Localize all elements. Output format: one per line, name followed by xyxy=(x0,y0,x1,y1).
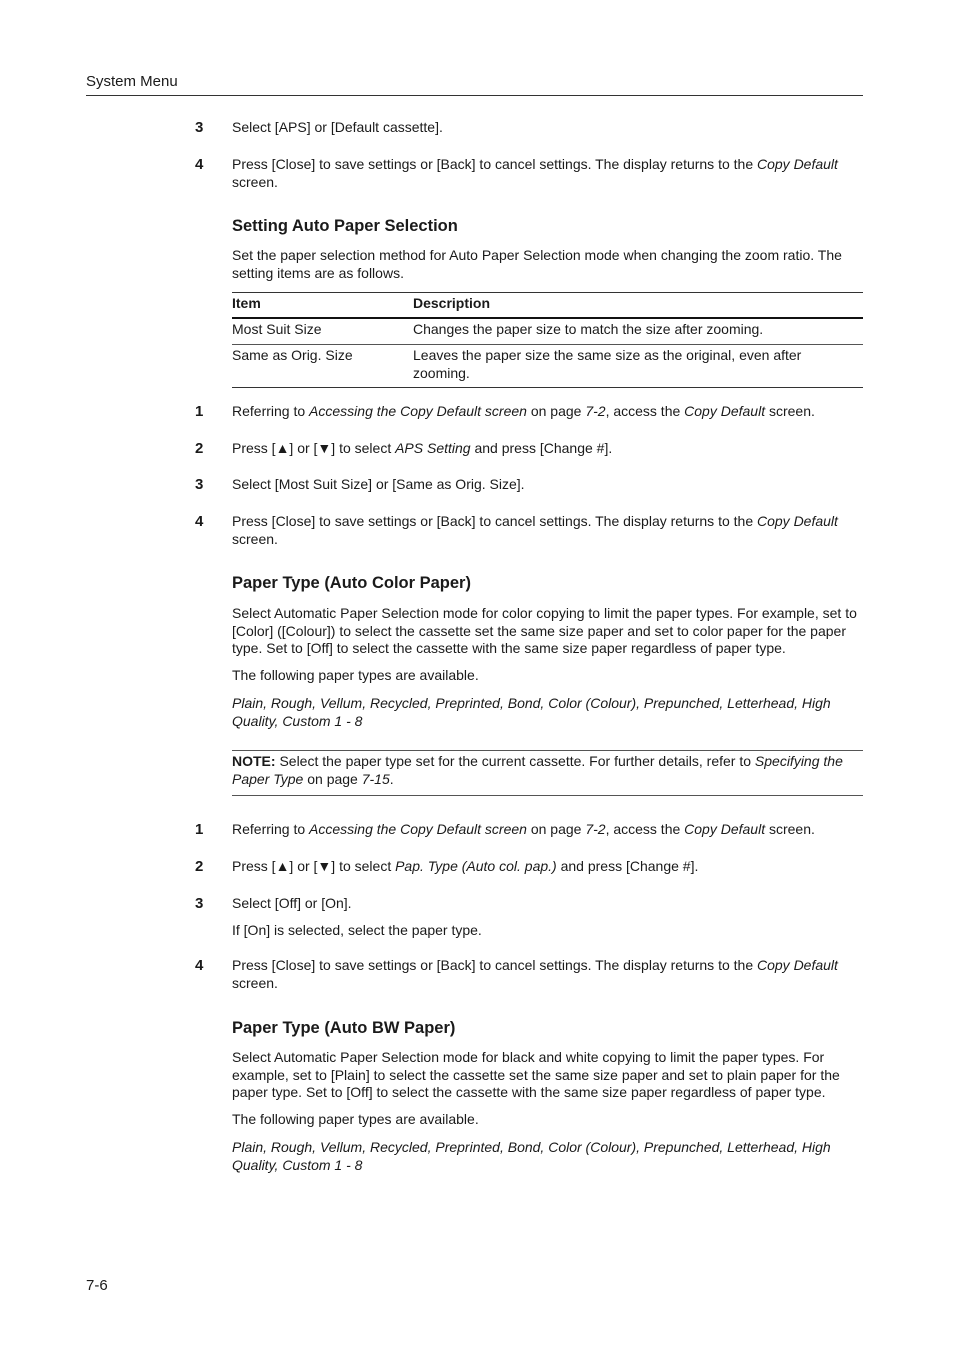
header-rule xyxy=(86,95,863,96)
section-intro: Select Automatic Paper Selection mode for color copying to limit the paper types. For example, set to [Color] ([Colour]) to select the cassette set the same size paper and set to color paper for the paper type. Set to [Off] to select the cassette with the same size paper regardless of paper type. xyxy=(232,605,857,656)
step-text: Press [Close] to save settings or [Back] to cancel settings. The display returns to the Copy Default screen. xyxy=(232,957,838,991)
running-header: System Menu xyxy=(86,73,178,90)
note-box: NOTE: Select the paper type set for the current cassette. For further details, refer to Specifying the Paper Type on page 7-15. xyxy=(232,753,843,787)
table-row-rule xyxy=(232,344,863,345)
step-number: 3 xyxy=(195,476,204,493)
step-text: Press [▲] or [▼] to select Pap. Type (Auto col. pap.) and press [Change #]. xyxy=(232,858,699,874)
step-text: Press [▲] or [▼] to select APS Setting and press [Change #]. xyxy=(232,440,613,456)
table-cell-description: Changes the paper size to match the size after zooming. xyxy=(413,321,764,337)
step-text: Press [Close] to save settings or [Back] to cancel settings. The display returns to the Copy Default screen. xyxy=(232,156,838,190)
note-top-rule xyxy=(232,750,863,751)
step-text: Select [Most Suit Size] or [Same as Orig. Size]. xyxy=(232,476,525,492)
step-number: 4 xyxy=(195,156,204,173)
step-number: 4 xyxy=(195,957,204,974)
step-number: 4 xyxy=(195,513,204,530)
paper-types-list: Plain, Rough, Vellum, Recycled, Preprinted, Bond, Color (Colour), Prepunched, Letterhead, High Quality, Custom 1 - 8 xyxy=(232,1139,831,1173)
page-number: 7-6 xyxy=(86,1277,108,1294)
step-number: 3 xyxy=(195,119,204,136)
step-text: Referring to Accessing the Copy Default screen on page 7-2, access the Copy Default screen. xyxy=(232,403,815,419)
table-top-rule xyxy=(232,292,863,293)
available-text: The following paper types are available. xyxy=(232,1111,479,1127)
table-cell-item: Same as Orig. Size xyxy=(232,347,353,363)
table-header-description: Description xyxy=(413,295,491,311)
step-number: 1 xyxy=(195,821,204,838)
step-number: 3 xyxy=(195,895,204,912)
step-number: 1 xyxy=(195,403,204,420)
table-bottom-rule xyxy=(232,387,863,388)
step-number: 2 xyxy=(195,858,204,875)
section-heading: Paper Type (Auto Color Paper) xyxy=(232,574,471,592)
section-heading: Paper Type (Auto BW Paper) xyxy=(232,1019,456,1037)
available-text: The following paper types are available. xyxy=(232,667,479,683)
section-intro: Set the paper selection method for Auto Paper Selection mode when changing the zoom ratio. The setting items are as follows. xyxy=(232,247,842,281)
table-header-item: Item xyxy=(232,295,261,311)
section-intro: Select Automatic Paper Selection mode for black and white copying to limit the paper types. For example, set to [Plain] to select the cassette set the same size paper and set to plain paper for the paper type. Set to [Off] to select the cassette with the same size paper regardless of paper type. xyxy=(232,1049,840,1100)
step-subtext: If [On] is selected, select the paper type. xyxy=(232,922,482,938)
step-text: Select [Off] or [On]. xyxy=(232,895,352,911)
table-cell-item: Most Suit Size xyxy=(232,321,322,337)
step-text: Select [APS] or [Default cassette]. xyxy=(232,119,443,135)
step-number: 2 xyxy=(195,440,204,457)
paper-types-list: Plain, Rough, Vellum, Recycled, Preprinted, Bond, Color (Colour), Prepunched, Letterhead, High Quality, Custom 1 - 8 xyxy=(232,695,831,729)
step-text: Press [Close] to save settings or [Back] to cancel settings. The display returns to the Copy Default screen. xyxy=(232,513,838,547)
note-bottom-rule xyxy=(232,795,863,796)
table-cell-description: Leaves the paper size the same size as the original, even after zooming. xyxy=(413,347,802,381)
section-heading: Setting Auto Paper Selection xyxy=(232,217,458,235)
table-header-rule xyxy=(232,317,863,319)
step-text: Referring to Accessing the Copy Default screen on page 7-2, access the Copy Default screen. xyxy=(232,821,815,837)
